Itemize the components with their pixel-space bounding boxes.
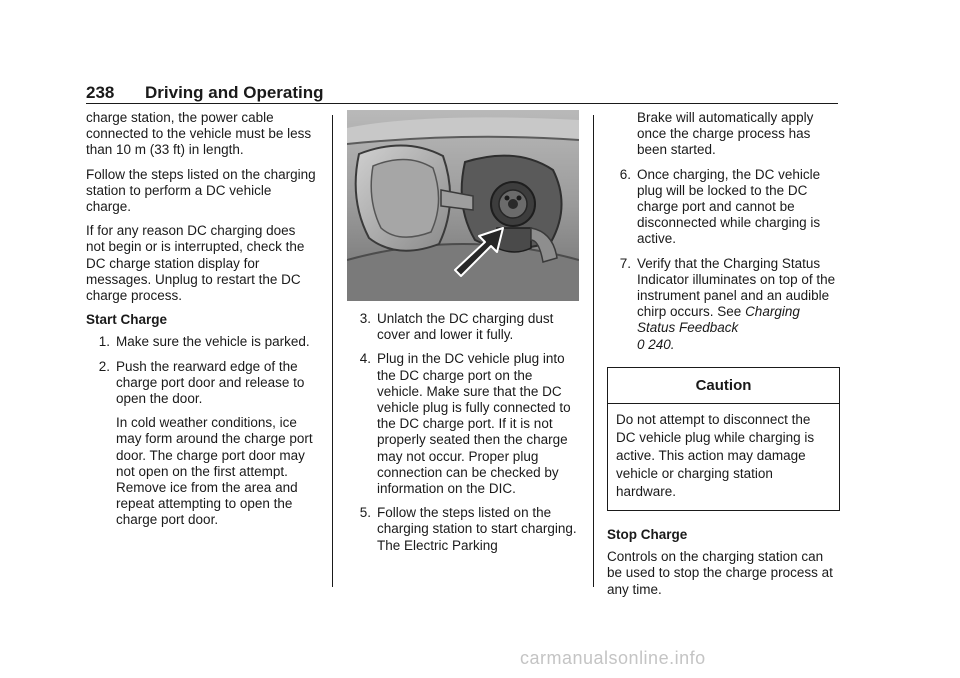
watermark: carmanualsonline.info: [520, 648, 706, 668]
step-text: Once charging, the DC vehicle plug will be locked to the DC charge port and cannot be disconnected while charging is active.: [637, 166, 821, 247]
step-number: 7.: [619, 255, 631, 271]
cross-reference-title[interactable]: Charging Status Feedback: [637, 304, 800, 336]
column-divider-left: [332, 115, 333, 587]
step-item: [347, 505, 579, 554]
step-continued: Brake will automatically apply once the charge process has been started.: [637, 110, 814, 158]
page-ref-symbol: 0: [637, 336, 645, 352]
page-header: [86, 83, 838, 103]
column-2: [347, 311, 579, 562]
step-item: [86, 359, 316, 408]
step-number: 1.: [98, 334, 110, 350]
step-item: [607, 167, 840, 248]
step-text: Verify that the Charging Status Indicator illuminates on top of the instrument panel and an audible chirp occurs. See: [637, 255, 836, 320]
step-item: [86, 334, 316, 350]
column-divider-right: [593, 115, 594, 587]
paragraph: Controls on the charging station can be used to stop the charge process at any time.: [607, 549, 833, 597]
step-item: [607, 256, 840, 353]
step-text: Push the rearward edge of the charge port door and release to open the door.: [116, 358, 305, 407]
section-title: Driving and Operating: [145, 83, 324, 102]
column-3: [607, 110, 840, 606]
step-text: Make sure the vehicle is parked.: [116, 334, 310, 350]
paragraph: charge station, the power cable connected to the vehicle must be less than 10 m (33 ft) in length.: [86, 110, 312, 158]
charge-port-illustration: [347, 110, 579, 301]
step-text: Unlatch the DC charging dust cover and lower it fully.: [377, 311, 554, 343]
step-number: 6.: [619, 166, 631, 182]
step-number: 4.: [359, 351, 371, 367]
subheading-stop-charge: Stop Charge: [607, 527, 688, 543]
subheading-start-charge: Start Charge: [86, 312, 168, 328]
paragraph: If for any reason DC charging does not begin or is interrupted, check the DC charge station display for messages. Unplug to restart the DC charge process.: [86, 223, 305, 304]
charge-port-photo: [347, 110, 579, 301]
paragraph: Follow the steps listed on the charging station to perform a DC vehicle charge.: [86, 166, 316, 215]
step-item: [347, 351, 579, 497]
step-text: Follow the steps listed on the charging station to start charging. The Electric Parking: [377, 505, 577, 553]
step-item: [347, 311, 579, 343]
step-text: Plug in the DC vehicle plug into the DC charge port on the vehicle. Make sure that the DC vehicle plug is fully connected to the DC charge port. If it is not properly seated then the charge may not occur. Proper plug connection can be checked by information on the DIC.: [377, 351, 571, 497]
caution-box: [607, 367, 840, 511]
step-note: In cold weather conditions, ice may form around the charge port door. The charge port door may not open on the first attempt. Remove ice from the area and repeat attempting to open the charge port door.: [116, 415, 313, 528]
cross-reference-page[interactable]: 240.: [648, 336, 675, 352]
step-number: 5.: [359, 505, 371, 521]
caution-title: Caution: [608, 368, 839, 404]
column-1: [86, 110, 316, 537]
step-number: 3.: [359, 311, 371, 326]
header-rule: [86, 103, 838, 104]
page-number: 238: [86, 83, 115, 102]
step-number: 2.: [98, 358, 110, 374]
caution-body: Do not attempt to disconnect the DC vehicle plug while charging is active. This action may damage vehicle or charging station hardware.: [616, 412, 815, 500]
